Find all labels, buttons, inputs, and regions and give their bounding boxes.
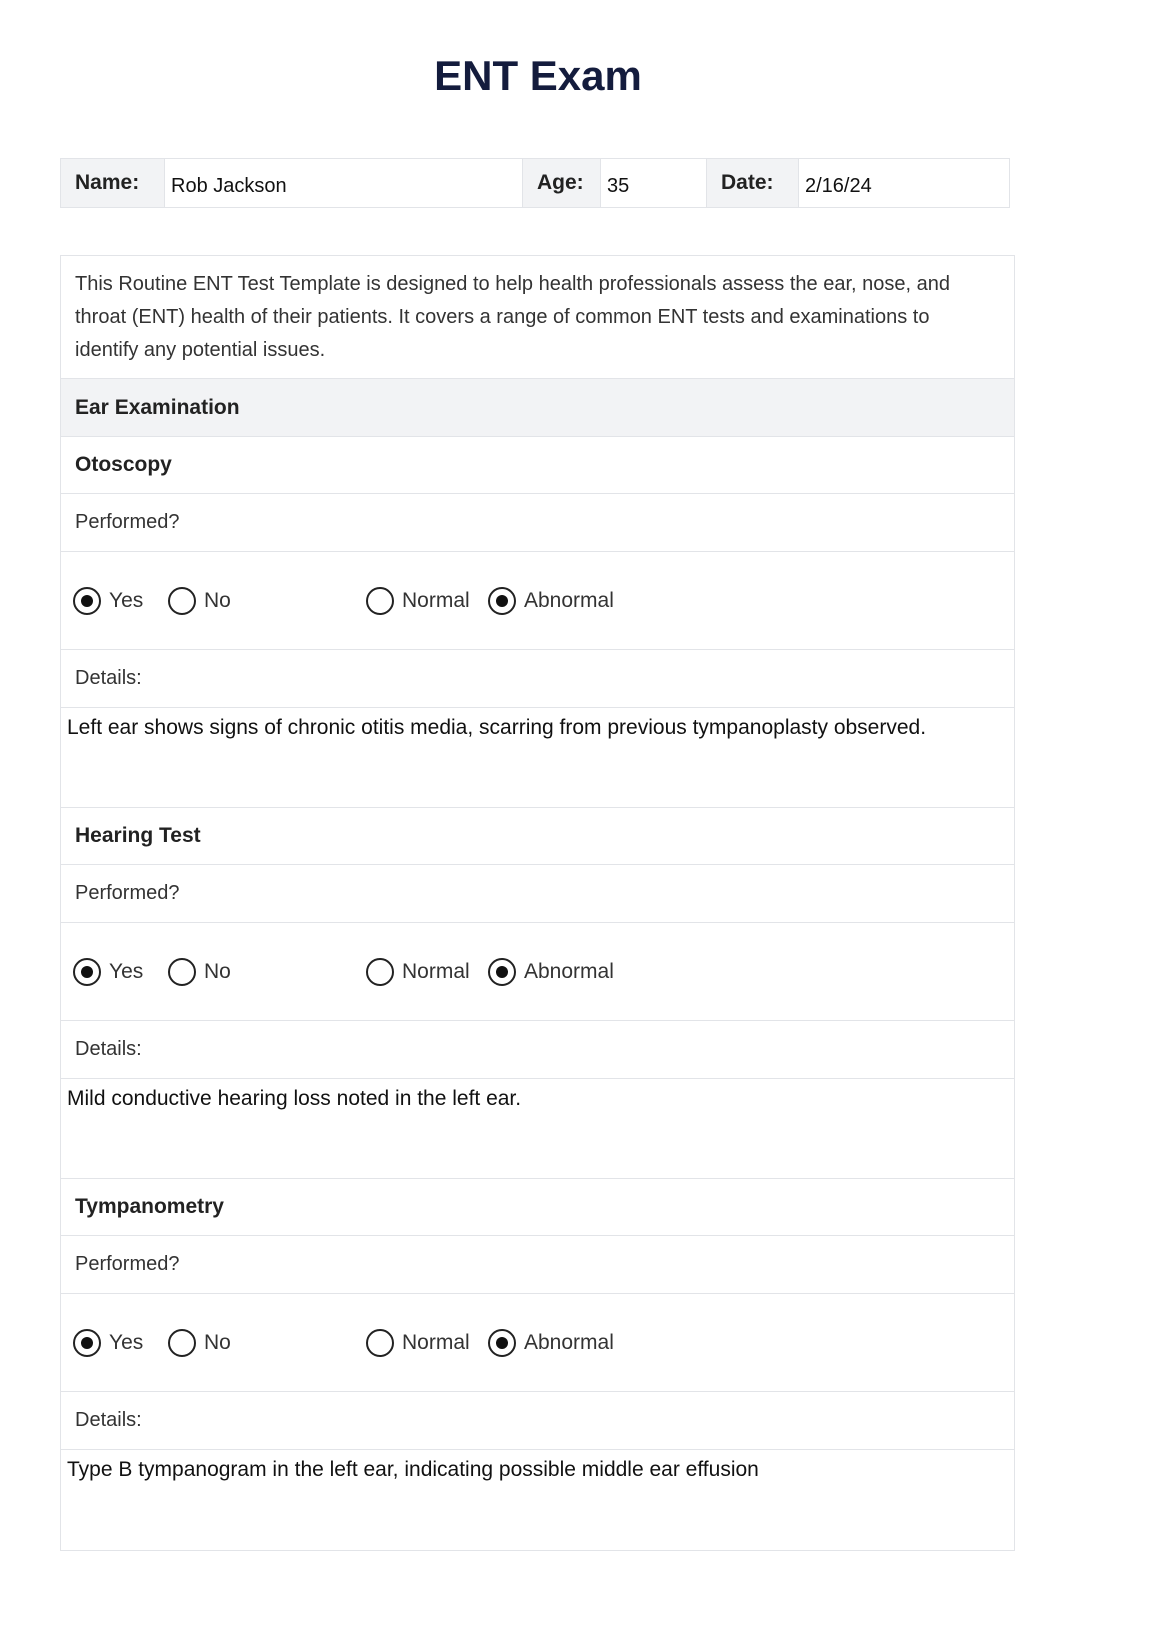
age-field[interactable]: 35 [601,159,707,207]
details-field-hearing-test[interactable]: Mild conductive hearing loss noted in the left ear. [61,1079,1014,1179]
radio-row-hearing-test [61,923,1014,1021]
page-title: ENT Exam [434,52,642,99]
result-normal-radio[interactable] [366,1329,470,1357]
radio-label: No [204,1330,231,1354]
radio-circle [73,587,101,615]
result-normal-radio[interactable] [366,587,470,615]
section-heading-ear-examination: Ear Examination [61,379,1014,437]
radio-circle [168,587,196,615]
performed-yes-radio[interactable] [73,587,143,615]
radio-label: No [204,588,231,612]
performed-no-radio[interactable] [168,587,231,615]
radio-label: Normal [402,959,470,983]
radio-label: Normal [402,1330,470,1354]
radio-label: No [204,959,231,983]
performed-yes-radio[interactable] [73,958,143,986]
test-heading-hearing-test: Hearing Test [61,808,1014,865]
performed-no-radio[interactable] [168,958,231,986]
performed-label: Performed? [61,1236,1014,1294]
result-abnormal-radio[interactable] [488,587,614,615]
radio-circle [366,1329,394,1357]
radio-row-otoscopy [61,552,1014,650]
patient-info-table [60,158,1010,208]
details-label: Details: [61,650,1014,708]
radio-circle [488,587,516,615]
radio-circle [488,1329,516,1357]
details-label: Details: [61,1021,1014,1079]
date-label: Date: [707,159,799,207]
radio-label: Yes [109,959,144,983]
intro-text: This Routine ENT Test Template is designed to help health professionals assess the ear, nose, and throat (ENT) health of their patients. It covers a range of common ENT tests and examinations to identify any potential issues. [61,256,1014,379]
radio-circle [73,958,101,986]
radio-circle [168,1329,196,1357]
details-label: Details: [61,1392,1014,1450]
radio-label: Yes [109,1330,144,1354]
performed-no-radio[interactable] [168,1329,231,1357]
radio-label: Abnormal [524,959,614,983]
radio-row-tympanometry [61,1294,1014,1392]
radio-circle [366,958,394,986]
radio-circle [168,958,196,986]
result-normal-radio[interactable] [366,958,470,986]
age-label: Age: [523,159,601,207]
name-label: Name: [61,159,165,207]
date-field[interactable]: 2/16/24 [805,174,872,197]
result-abnormal-radio[interactable] [488,1329,614,1357]
radio-circle [488,958,516,986]
name-field[interactable]: Rob Jackson [165,159,523,207]
performed-label: Performed? [61,865,1014,923]
radio-circle [366,587,394,615]
ent-exam-form [60,255,1015,1551]
performed-yes-radio[interactable] [73,1329,143,1357]
details-field-otoscopy[interactable]: Left ear shows signs of chronic otitis media, scarring from previous tympanoplasty observed. [61,708,1014,808]
radio-label: Abnormal [524,1330,614,1354]
radio-circle [73,1329,101,1357]
performed-label: Performed? [61,494,1014,552]
radio-label: Yes [109,588,144,612]
result-abnormal-radio[interactable] [488,958,614,986]
radio-label: Normal [402,588,470,612]
details-field-tympanometry[interactable]: Type B tympanogram in the left ear, indicating possible middle ear effusion [67,1458,759,1481]
test-heading-otoscopy: Otoscopy [61,437,1014,494]
radio-label: Abnormal [524,588,614,612]
test-heading-tympanometry: Tympanometry [61,1179,1014,1236]
